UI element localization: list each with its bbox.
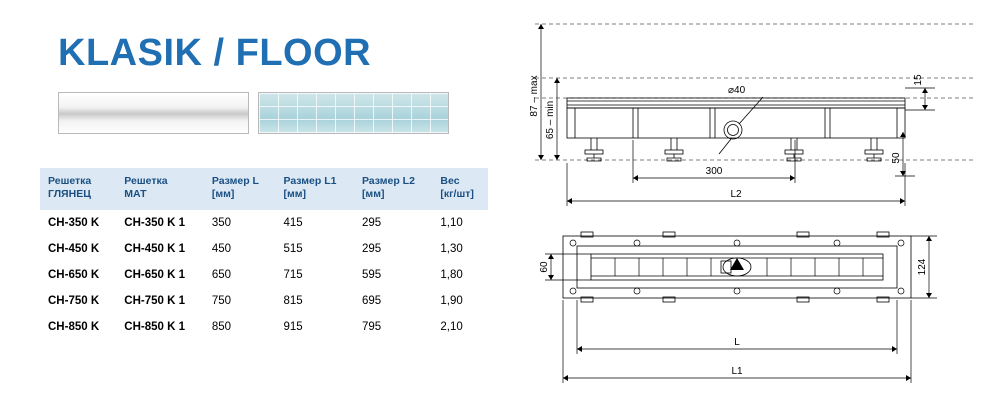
dim-65-label: 65 – min (545, 100, 556, 140)
table-cell: 295 (361, 216, 382, 229)
table-header-cell: Решетка ГЛЯНЕЦ (40, 168, 116, 210)
table-cell: CH-750 K (48, 294, 100, 307)
table-cell: 815 (283, 294, 303, 307)
dim-124-label: 124 (917, 258, 928, 276)
table-cell: CH-350 K (48, 216, 100, 229)
table-cell: 1,90 (440, 294, 463, 307)
table-cell: 1,80 (440, 268, 463, 281)
table-row (40, 314, 488, 340)
table-cell: 595 (361, 268, 382, 281)
table-row (40, 210, 488, 236)
mat-swatch (258, 92, 449, 134)
table-cell: 450 (211, 242, 232, 255)
table-cell: 795 (361, 320, 382, 333)
dim-L1-label: L1 (731, 366, 743, 377)
table-header-cell: Размер L1 [мм] (275, 168, 353, 210)
table-cell: CH-450 K (48, 242, 100, 255)
table-cell: CH-650 K (48, 268, 100, 281)
dim-87-label: 87 – max (529, 75, 540, 117)
table-header-cell: Решетка МАТ (116, 168, 204, 210)
gloss-swatch (58, 92, 249, 134)
side-elevation-drawing (567, 97, 905, 161)
table-cell: 2,10 (440, 320, 463, 333)
technical-drawings (505, 0, 999, 412)
table-cell: CH-850 K (48, 320, 100, 333)
dim-diameter-40-label: ⌀40 (728, 85, 746, 96)
specification-table (40, 168, 488, 340)
table-cell: 350 (211, 216, 232, 229)
table-cell: 1,30 (440, 242, 463, 255)
table-cell: 915 (283, 320, 303, 333)
dim-L2-label: L2 (730, 189, 742, 200)
table-cell: CH-750 K 1 (124, 294, 186, 307)
table-cell: 295 (361, 242, 382, 255)
dim-15-label: 15 (913, 74, 924, 86)
dim-L-label: L (734, 337, 740, 348)
table-cell: 695 (361, 294, 382, 307)
reference-lines (535, 24, 975, 160)
table-cell: 1,10 (440, 216, 463, 229)
table-header-cell: Размер L2 [мм] (354, 168, 432, 210)
table-cell: 715 (283, 268, 303, 281)
table-row (40, 288, 488, 314)
dim-50-label: 50 (891, 152, 902, 164)
dim-300-label: 300 (705, 166, 723, 177)
table-cell: CH-850 K 1 (124, 320, 186, 333)
dim-60-label: 60 (539, 261, 550, 273)
table-cell: CH-450 K 1 (124, 242, 186, 255)
table-header-row (40, 168, 488, 210)
table-cell: 515 (283, 242, 303, 255)
page-title: KLASIK / FLOOR (58, 32, 372, 74)
table-cell: CH-650 K 1 (124, 268, 186, 281)
table-header-cell: Вес [кг/шт] (432, 168, 488, 210)
table-cell: CH-350 K 1 (124, 216, 186, 229)
table-row (40, 236, 488, 262)
table-cell: 415 (283, 216, 303, 229)
table-cell: 750 (211, 294, 232, 307)
table-header-cell: Размер L [мм] (204, 168, 276, 210)
table-cell: 650 (211, 268, 232, 281)
plan-view-drawing (563, 232, 911, 302)
table-cell: 850 (211, 320, 232, 333)
table-row (40, 262, 488, 288)
